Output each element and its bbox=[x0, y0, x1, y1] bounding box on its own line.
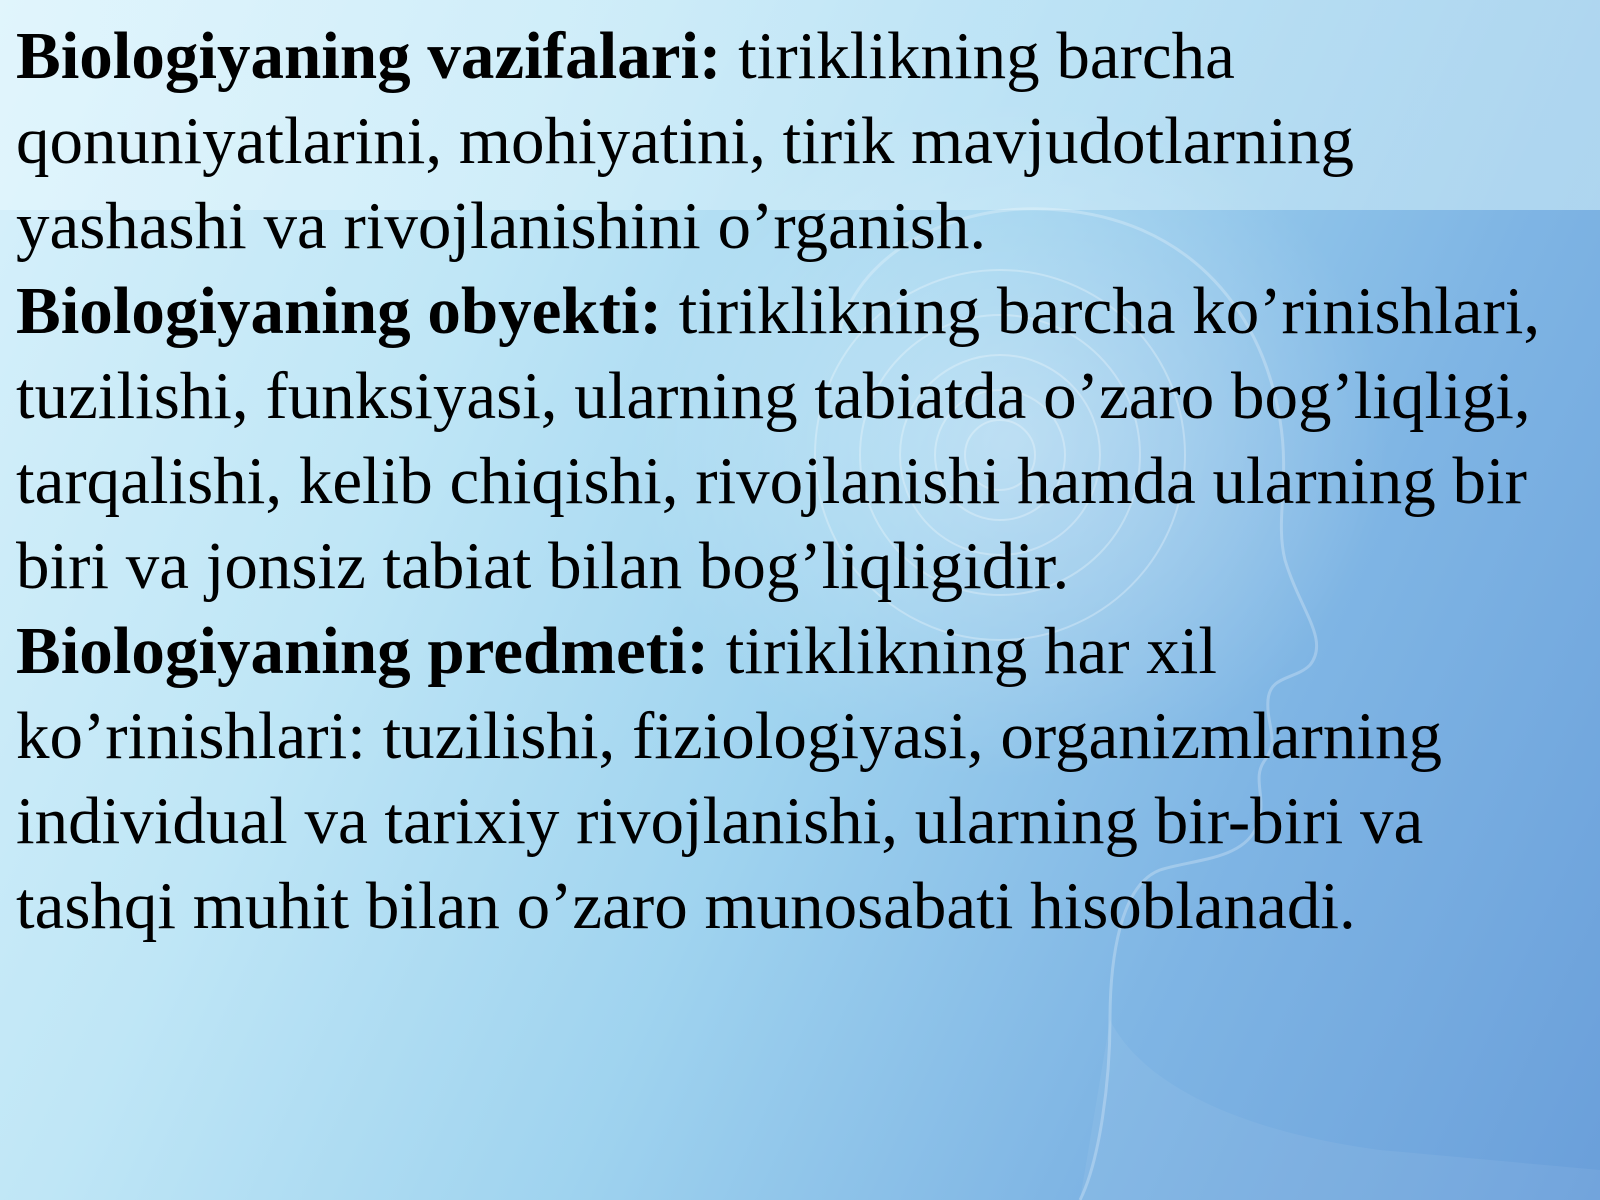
paragraph-tasks bbox=[16, 14, 1576, 269]
term-tasks: Biologiyaning vazifalari: bbox=[16, 19, 722, 93]
definition-tasks: tiriklikning barcha qonuniyatlarini, mohiyatini, tirik mavjudotlarning yashashi va rivojlanishini o’rganish. bbox=[16, 19, 1354, 263]
term-subject: Biologiyaning predmeti: bbox=[16, 614, 709, 688]
paragraph-object bbox=[16, 269, 1576, 609]
definition-subject: tiriklikning har xil ko’rinishlari: tuzilishi, fiziologiyasi, organizmlarning individual va tarixiy rivojlanishi, ularning bir-biri va tashqi muhit bilan o’zaro munosabati hisoblanadi. bbox=[16, 614, 1442, 943]
paragraph-subject bbox=[16, 609, 1576, 949]
term-object: Biologiyaning obyekti: bbox=[16, 274, 662, 348]
definition-object: tiriklikning barcha ko’rinishlari, tuzilishi, funksiyasi, ularning tabiatda o’zaro bog’liqligi, tarqalishi, kelib chiqishi, rivojlanishi hamda ularning bir biri va jonsiz tabiat bilan bog’liqligidir. bbox=[16, 274, 1541, 603]
slide-body bbox=[16, 14, 1576, 949]
